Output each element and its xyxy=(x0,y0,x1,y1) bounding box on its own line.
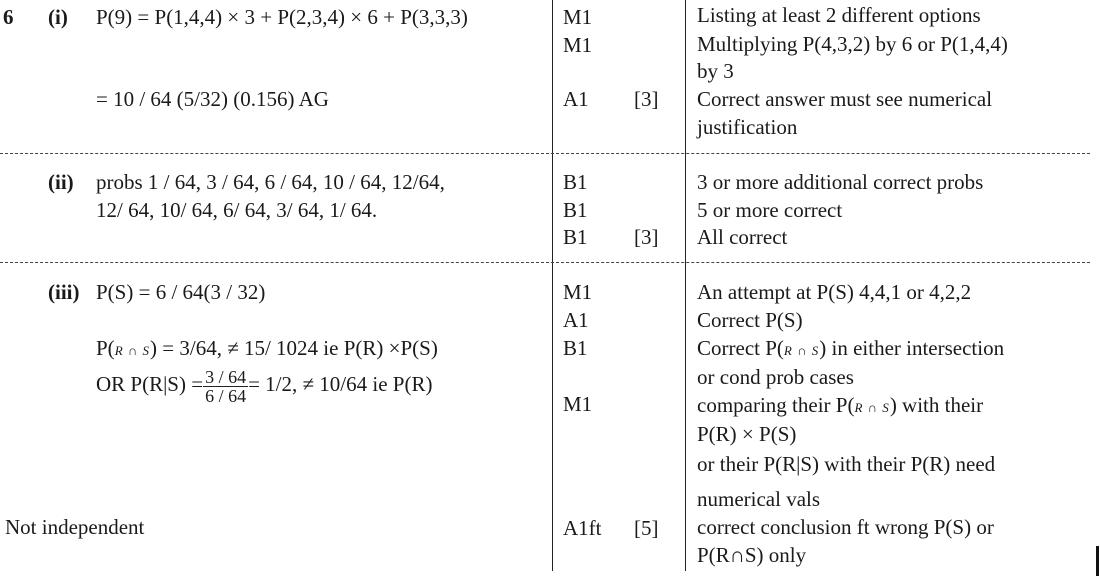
intersection-comparison: ) = 3/64, ≠ 15/ 1024 ie P(R) ×P(S) xyxy=(150,336,438,360)
guidance-compare-open: comparing their P( xyxy=(697,393,855,417)
part-i-guidance-4: Correct answer must see numerical xyxy=(697,87,993,111)
guidance-intersection-text: ) in either intersection xyxy=(819,336,1005,360)
part-iii-guidance-10: P(R∩S) only xyxy=(697,543,807,567)
question-number: 6 xyxy=(3,5,14,29)
prob-open: P( xyxy=(96,336,115,360)
part-iii-working-line3 xyxy=(96,364,432,405)
part-i-guidance-1: Listing at least 2 different options xyxy=(697,3,981,27)
part-iii-mark-4: M1 xyxy=(563,392,593,416)
part-iii-total: [5] xyxy=(634,516,659,540)
guidance-compare-r-intersect-s: R ∩ S xyxy=(854,400,890,415)
part-ii-guidance-3: All correct xyxy=(697,225,788,249)
part-iii-guidance-7: or their P(R|S) with their P(R) need xyxy=(697,452,996,476)
r-intersect-s: R ∩ S xyxy=(114,343,151,358)
part-separator-2 xyxy=(0,262,1090,263)
part-i-guidance-3: by 3 xyxy=(697,59,734,83)
part-iii-guidance-9: correct conclusion ft wrong P(S) or xyxy=(697,515,994,539)
part-i-mark-3: A1 xyxy=(563,87,589,111)
text-cursor xyxy=(1096,546,1099,576)
conditional-comparison: = 1/2, ≠ 10/64 ie P(R) xyxy=(248,372,433,396)
guidance-prob-open: Correct P( xyxy=(697,336,784,360)
fraction-numerator: 3 / 64 xyxy=(205,366,247,387)
part-iii-mark-1: M1 xyxy=(563,280,593,304)
part-ii-mark-3: B1 xyxy=(563,225,588,249)
guidance-compare-text: ) with their xyxy=(889,393,984,417)
part-iii-label: (iii) xyxy=(48,280,80,304)
part-iii-mark-5: A1ft xyxy=(563,516,602,540)
part-i-working-line1: P(9) = P(1,4,4) × 3 + P(2,3,4) × 6 + P(3,3,3) xyxy=(96,5,468,29)
part-iii-working-line2 xyxy=(96,334,438,365)
part-iii-guidance-3 xyxy=(697,334,1004,365)
fraction-denominator: 6 / 64 xyxy=(205,385,247,406)
part-separator-1 xyxy=(0,153,1090,154)
part-i-label: (i) xyxy=(48,5,68,29)
part-iii-guidance-2: Correct P(S) xyxy=(697,308,803,332)
conditional-fraction xyxy=(203,368,248,405)
part-ii-total: [3] xyxy=(634,225,659,249)
part-iii-guidance-4: or cond prob cases xyxy=(697,365,854,389)
part-iii-mark-3: B1 xyxy=(563,336,588,360)
part-iii-guidance-5 xyxy=(697,391,983,422)
part-iii-guidance-1: An attempt at P(S) 4,4,1 or 4,2,2 xyxy=(697,280,972,304)
part-ii-working-line2: 12/ 64, 10/ 64, 6/ 64, 3/ 64, 1/ 64. xyxy=(96,198,378,222)
part-iii-conclusion: Not independent xyxy=(5,515,145,539)
part-ii-guidance-1: 3 or more additional correct probs xyxy=(697,170,984,194)
part-ii-working-line1: probs 1 / 64, 3 / 64, 6 / 64, 10 / 64, 12/64, xyxy=(96,170,445,194)
part-iii-mark-2: A1 xyxy=(563,308,589,332)
part-ii-mark-1: B1 xyxy=(563,170,588,194)
part-i-guidance-2: Multiplying P(4,3,2) by 6 or P(1,4,4) xyxy=(697,32,1008,56)
part-i-guidance-5: justification xyxy=(697,115,798,139)
part-ii-mark-2: B1 xyxy=(563,198,588,222)
part-ii-guidance-2: 5 or more correct xyxy=(697,198,843,222)
part-i-working-line2: = 10 / 64 (5/32) (0.156) AG xyxy=(96,87,329,111)
part-iii-working-line1: P(S) = 6 / 64(3 / 32) xyxy=(96,280,266,304)
part-ii-label: (ii) xyxy=(48,170,74,194)
part-iii-guidance-8: numerical vals xyxy=(697,487,821,511)
guidance-r-intersect-s: R ∩ S xyxy=(783,343,820,358)
conditional-prob-label: OR P(R|S) = xyxy=(96,372,204,396)
part-iii-guidance-6: P(R) × P(S) xyxy=(697,422,797,446)
part-i-mark-2: M1 xyxy=(563,33,593,57)
column-divider-marks xyxy=(685,0,686,571)
part-i-total: [3] xyxy=(634,87,659,111)
part-i-mark-1: M1 xyxy=(563,5,593,29)
column-divider-answer xyxy=(552,0,553,571)
